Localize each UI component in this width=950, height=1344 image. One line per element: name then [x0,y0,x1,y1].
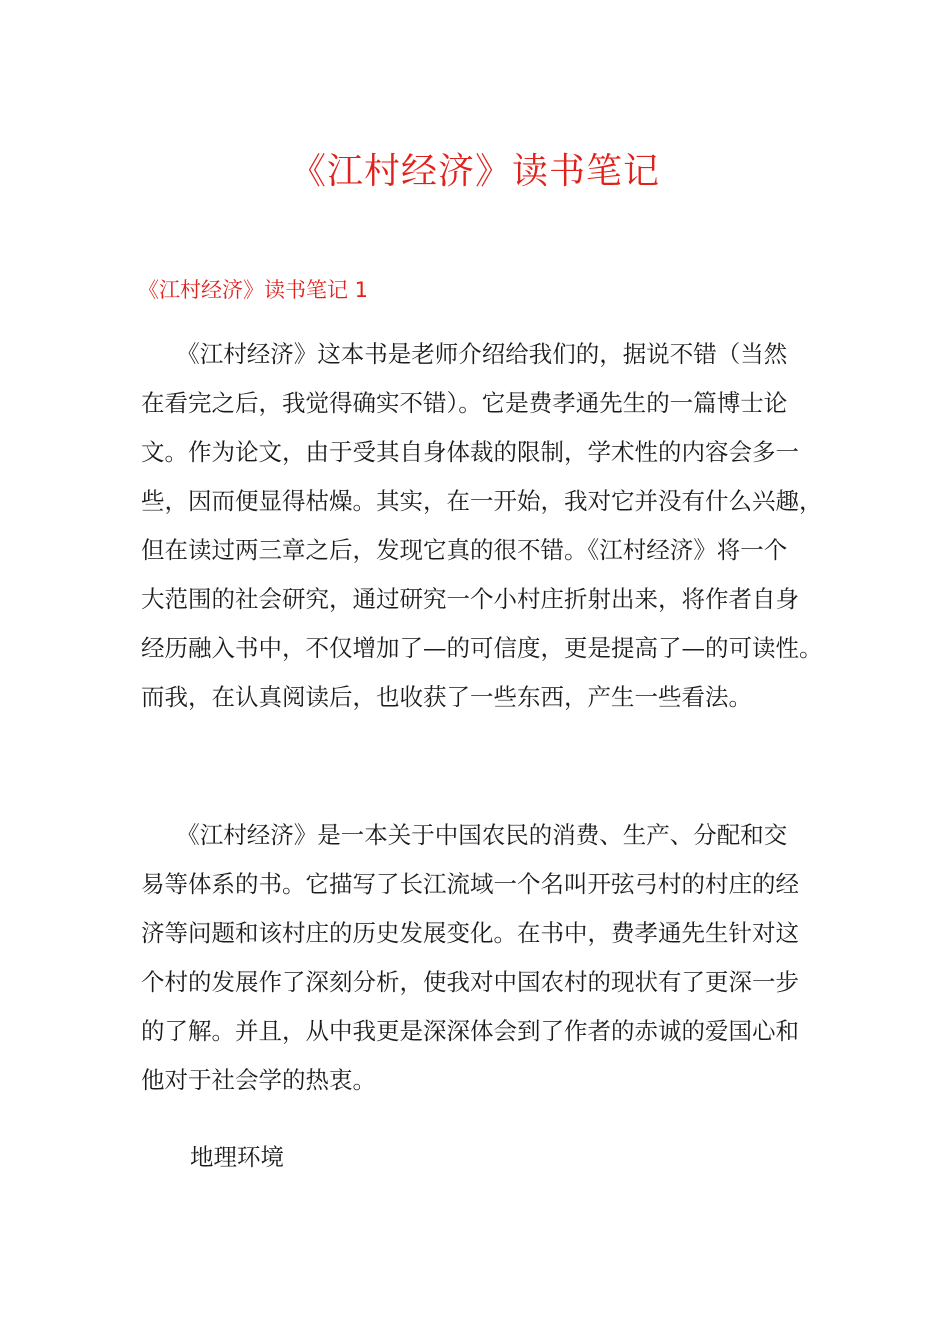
paragraph-line: 济等问题和该村庄的历史发展变化。在书中，费孝通先生针对这 [141,919,799,947]
paragraph-line: 易等体系的书。它描写了长江流域一个名叫开弦弓村的村庄的经 [141,870,799,898]
paragraph-line: 《江村经济》是一本关于中国农民的消费、生产、分配和交 [141,821,788,849]
paragraph-line: 些，因而便显得枯燥。其实，在一开始，我对它并没有什么兴趣， [141,487,823,515]
paragraph-overview [141,811,841,1105]
paragraph-intro [141,330,841,722]
paragraph-line: 经历融入书中，不仅增加了—的可信度，更是提高了—的可读性。 [141,634,823,662]
paragraph-line: 而我，在认真阅读后，也收获了一些东西，产生一些看法。 [141,683,752,711]
paragraph-line: 文。作为论文，由于受其自身体裁的限制，学术性的内容会多一 [141,438,799,466]
paragraph-line: 但在读过两三章之后，发现它真的很不错。《江村经济》将一个 [141,536,788,564]
paragraph-line: 他对于社会学的热衷。 [141,1066,376,1094]
paragraph-line: 《江村经济》这本书是老师介绍给我们的，据说不错（当然 [141,340,788,368]
paragraph-line: 在看完之后，我觉得确实不错）。它是费孝通先生的一篇博士论 [141,389,788,417]
section-heading: 《江村经济》读书笔记 1 [138,278,369,302]
document-title: 《江村经济》读书笔记 [289,151,660,192]
paragraph-line: 的了解。并且，从中我更是深深体会到了作者的赤诚的爱国心和 [141,1017,799,1045]
paragraph-line: 大范围的社会研究，通过研究一个小村庄折射出来，将作者自身 [141,585,799,613]
subheading-geography: 地理环境 [190,1143,284,1171]
paragraph-line: 个村的发展作了深刻分析，使我对中国农村的现状有了更深一步 [141,968,799,996]
